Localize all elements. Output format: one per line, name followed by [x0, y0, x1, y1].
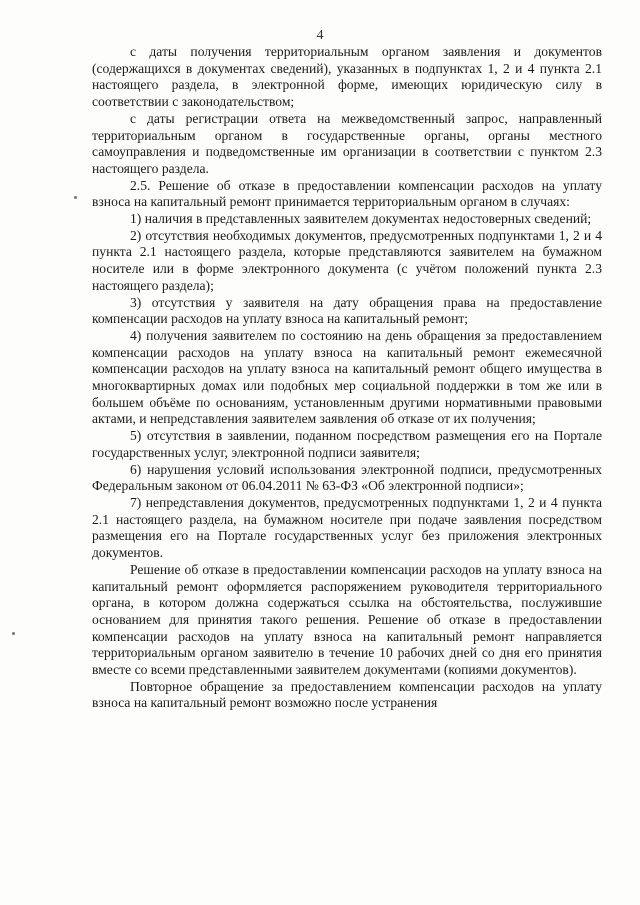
paragraph: с даты получения территориальным органом заявления и документов (содержащихся в документах сведений), указанных в подпунктах 1, 2 и 4 пункта 2.1 настоящего раздела, в электронной форме, имеющих юридическую силу в соответствии с законодательством; — [92, 44, 602, 110]
list-item: 6) нарушения условий использования электронной подписи, предусмотренных Федеральным законом от 06.04.2011 № 63-ФЗ «Об электронной подписи»; — [92, 461, 602, 494]
list-item: 7) непредставления документов, предусмотренных подпунктами 1, 2 и 4 пункта 2.1 настоящего раздела, на бумажном носителе при подаче заявления посредством размещения его на Портале государственных услуг без приложения электронных документов. — [92, 494, 602, 561]
document-body — [92, 44, 602, 712]
paragraph: 2.5. Решение об отказе в предоставлении компенсации расходов на уплату взноса на капитальный ремонт принимается территориальным органом в случаях: — [92, 177, 602, 210]
scan-speck — [74, 196, 77, 199]
list-item: 5) отсутствия в заявлении, поданном посредством размещения его на Портале государственных услуг, электронной подписи заявителя; — [92, 428, 602, 460]
list-item: 4) получения заявителем по состоянию на день обращения за предоставлением компенсации расходов на уплату взноса на капитальный ремонт ежемесячной компенсации расходов на уплату взноса на капитальный ремонт общего имущества в многоквартирных домах или подобных мер социальной поддержки в том же или в большем объёме по основаниям, установленным другими нормативными правовыми актами, и непредставления заявителем заявления об отказе от их получения; — [92, 327, 602, 427]
paragraph: с даты регистрации ответа на межведомственный запрос, направленный территориальным органом в государственные органы, органы местного самоуправления и подведомственные им организации в соответствии с пунктом 2.3 настоящего раздела. — [92, 110, 602, 176]
paragraph: Решение об отказе в предоставлении компенсации расходов на уплату взноса на капитальный ремонт оформляется распоряжением руководителя территориального органа, в котором должна содержаться ссылка на обстоятельства, послужившие основанием для принятия такого решения. Решение об отказе в предоставлении компенсации расходов на уплату взноса на капитальный ремонт направляется территориальным органом заявителю в течение 10 рабочих дней со дня его принятия вместе со всеми представленными заявителем документами (копиями документов). — [92, 561, 602, 678]
list-item: 2) отсутствия необходимых документов, предусмотренных подпунктами 1, 2 и 4 пункта 2.1 настоящего раздела, которые представляются заявителем на бумажном носителе или в форме электронного документа (с учётом положений пункта 2.3 настоящего раздела); — [92, 227, 602, 293]
page-number: 4 — [316, 28, 324, 43]
scan-speck — [12, 632, 15, 635]
paragraph: Повторное обращение за предоставлением компенсации расходов на уплату взноса на капитальный ремонт возможно после устранения — [92, 678, 602, 711]
list-item: 3) отсутствия у заявителя на дату обращения права на предоставление компенсации расходов на уплату взноса на капитальный ремонт; — [92, 294, 602, 327]
list-item: 1) наличия в представленных заявителем документах недостоверных сведений; — [130, 211, 592, 227]
